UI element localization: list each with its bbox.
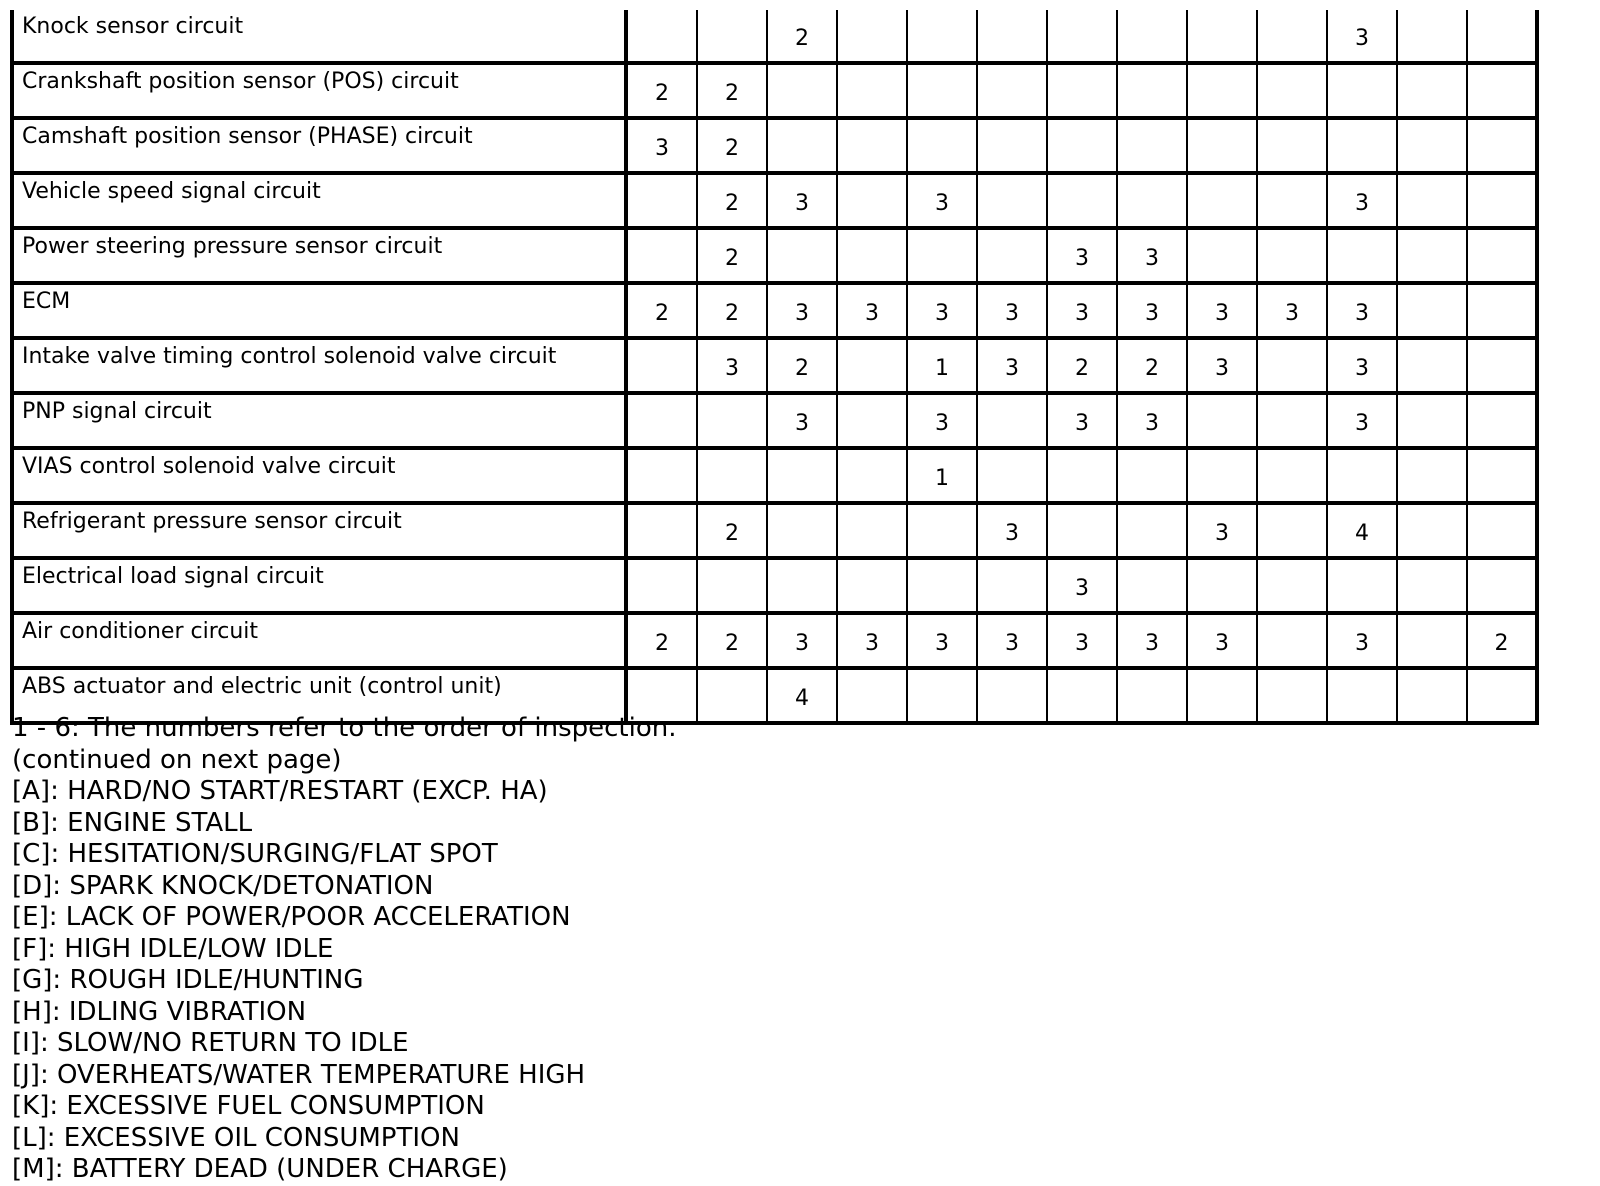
inspection-order-cell	[1327, 668, 1397, 723]
inspection-order-cell: 3	[1327, 173, 1397, 228]
inspection-order-cell: 3	[1047, 283, 1117, 338]
inspection-order-cell: 3	[1327, 10, 1397, 63]
inspection-order-cell	[1187, 668, 1257, 723]
inspection-order-cell	[977, 10, 1047, 63]
legend-item: [A]: HARD/NO START/RESTART (EXCP. HA)	[12, 776, 548, 806]
inspection-order-cell	[1257, 63, 1327, 118]
inspection-order-cell	[1467, 173, 1537, 228]
inspection-order-cell	[1327, 558, 1397, 613]
inspection-order-cell	[767, 118, 837, 173]
order-note: 1 - 6: The numbers refer to the order of inspection.	[12, 713, 677, 743]
inspection-order-cell	[626, 228, 697, 283]
inspection-table	[10, 10, 1539, 725]
inspection-order-cell	[1117, 503, 1187, 558]
inspection-order-cell	[626, 393, 697, 448]
inspection-order-cell	[907, 558, 977, 613]
inspection-order-cell: 3	[1327, 613, 1397, 668]
inspection-order-cell	[1047, 668, 1117, 723]
inspection-order-cell: 3	[1187, 338, 1257, 393]
inspection-table-body	[12, 10, 1537, 723]
inspection-order-cell	[837, 228, 907, 283]
legend-item: [G]: ROUGH IDLE/HUNTING	[12, 965, 364, 995]
inspection-order-cell: 3	[1327, 283, 1397, 338]
symptom-legend	[12, 776, 676, 1184]
table-row	[12, 613, 1537, 668]
row-label: Air conditioner circuit	[12, 613, 626, 668]
inspection-order-cell	[1397, 118, 1467, 173]
inspection-order-cell: 3	[1117, 613, 1187, 668]
legend-item: [J]: OVERHEATS/WATER TEMPERATURE HIGH	[12, 1059, 586, 1090]
inspection-order-cell: 2	[767, 10, 837, 63]
inspection-order-cell: 3	[907, 613, 977, 668]
inspection-order-cell: 3	[1047, 558, 1117, 613]
inspection-order-cell	[1257, 613, 1327, 668]
inspection-order-cell	[626, 448, 697, 503]
row-label: VIAS control solenoid valve circuit	[12, 448, 626, 503]
table-row	[12, 558, 1537, 613]
inspection-order-cell	[697, 448, 767, 503]
inspection-order-cell	[1257, 228, 1327, 283]
inspection-order-cell	[1047, 173, 1117, 228]
inspection-order-cell	[1047, 448, 1117, 503]
inspection-order-cell: 3	[767, 393, 837, 448]
table-row	[12, 10, 1537, 63]
inspection-order-cell: 4	[767, 668, 837, 723]
inspection-order-cell: 3	[837, 283, 907, 338]
inspection-order-cell	[837, 63, 907, 118]
inspection-order-cell	[1257, 448, 1327, 503]
inspection-order-cell: 3	[977, 613, 1047, 668]
inspection-order-cell	[1327, 118, 1397, 173]
inspection-order-cell	[626, 558, 697, 613]
inspection-order-cell: 2	[626, 613, 697, 668]
inspection-order-cell: 3	[1047, 393, 1117, 448]
inspection-order-cell	[1397, 338, 1467, 393]
inspection-order-cell: 2	[697, 173, 767, 228]
table-row	[12, 63, 1537, 118]
inspection-order-cell	[1117, 10, 1187, 63]
inspection-order-cell	[1397, 10, 1467, 63]
legend-item: [B]: ENGINE STALL	[12, 807, 253, 838]
inspection-order-cell	[977, 558, 1047, 613]
inspection-order-cell	[1047, 63, 1117, 118]
inspection-order-cell	[1397, 613, 1467, 668]
inspection-order-cell: 3	[907, 283, 977, 338]
inspection-order-cell	[1327, 63, 1397, 118]
row-label: Knock sensor circuit	[12, 10, 626, 63]
inspection-order-cell: 3	[1047, 613, 1117, 668]
inspection-order-cell	[1117, 118, 1187, 173]
inspection-order-cell: 3	[1117, 283, 1187, 338]
legend-item: [H]: IDLING VIBRATION	[12, 996, 307, 1027]
inspection-order-cell	[1257, 558, 1327, 613]
row-label: ABS actuator and electric unit (control unit)	[12, 668, 626, 723]
inspection-order-cell: 3	[1187, 613, 1257, 668]
inspection-order-cell: 3	[977, 338, 1047, 393]
inspection-order-cell	[697, 668, 767, 723]
inspection-order-cell	[837, 10, 907, 63]
row-label: PNP signal circuit	[12, 393, 626, 448]
inspection-order-cell	[1397, 668, 1467, 723]
inspection-order-cell	[1467, 283, 1537, 338]
table-row	[12, 228, 1537, 283]
inspection-order-cell	[1117, 448, 1187, 503]
row-label: Electrical load signal circuit	[12, 558, 626, 613]
inspection-order-cell	[977, 393, 1047, 448]
inspection-order-cell	[1467, 503, 1537, 558]
inspection-order-cell	[907, 118, 977, 173]
inspection-order-cell	[767, 63, 837, 118]
inspection-order-cell	[977, 228, 1047, 283]
inspection-order-cell	[1187, 173, 1257, 228]
inspection-order-cell: 2	[697, 503, 767, 558]
inspection-order-cell	[1397, 283, 1467, 338]
inspection-order-cell	[977, 668, 1047, 723]
inspection-order-cell: 3	[1047, 228, 1117, 283]
inspection-order-cell	[1397, 503, 1467, 558]
inspection-order-cell	[767, 503, 837, 558]
table-row	[12, 118, 1537, 173]
inspection-order-cell: 2	[697, 613, 767, 668]
inspection-order-cell	[1047, 503, 1117, 558]
inspection-order-cell: 3	[1257, 283, 1327, 338]
inspection-order-cell	[907, 668, 977, 723]
row-label: Power steering pressure sensor circuit	[12, 228, 626, 283]
row-label: Camshaft position sensor (PHASE) circuit	[12, 118, 626, 173]
inspection-order-cell	[1397, 63, 1467, 118]
inspection-order-cell	[1257, 173, 1327, 228]
inspection-order-cell	[1467, 63, 1537, 118]
inspection-order-cell: 2	[697, 283, 767, 338]
inspection-order-cell	[977, 173, 1047, 228]
inspection-order-cell	[837, 173, 907, 228]
inspection-order-cell	[1187, 228, 1257, 283]
legend-item: [L]: EXCESSIVE OIL CONSUMPTION	[12, 1122, 460, 1153]
inspection-order-cell	[626, 503, 697, 558]
inspection-order-cell	[767, 228, 837, 283]
inspection-order-cell	[626, 10, 697, 63]
inspection-order-cell: 2	[767, 338, 837, 393]
inspection-order-cell: 3	[1187, 283, 1257, 338]
inspection-order-cell: 3	[977, 503, 1047, 558]
inspection-order-cell	[1397, 393, 1467, 448]
inspection-order-cell	[1047, 118, 1117, 173]
inspection-order-cell	[1117, 173, 1187, 228]
inspection-order-cell: 3	[626, 118, 697, 173]
inspection-order-cell: 3	[907, 173, 977, 228]
inspection-order-cell	[1117, 668, 1187, 723]
inspection-order-cell	[977, 63, 1047, 118]
inspection-order-cell	[1467, 10, 1537, 63]
inspection-order-cell	[837, 448, 907, 503]
row-label: Crankshaft position sensor (POS) circuit	[12, 63, 626, 118]
table-row	[12, 338, 1537, 393]
inspection-order-cell	[767, 448, 837, 503]
inspection-order-cell: 4	[1327, 503, 1397, 558]
inspection-order-cell	[626, 173, 697, 228]
inspection-order-cell	[1187, 118, 1257, 173]
inspection-order-cell	[1397, 558, 1467, 613]
inspection-order-cell: 2	[1467, 613, 1537, 668]
row-label: ECM	[12, 283, 626, 338]
inspection-order-cell	[1397, 448, 1467, 503]
legend-item: [M]: BATTERY DEAD (UNDER CHARGE)	[12, 1154, 508, 1184]
inspection-order-cell: 1	[907, 448, 977, 503]
inspection-order-cell	[1257, 393, 1327, 448]
inspection-order-cell	[1467, 448, 1537, 503]
inspection-order-cell	[837, 338, 907, 393]
inspection-order-cell	[837, 503, 907, 558]
inspection-order-cell	[697, 393, 767, 448]
inspection-order-cell: 2	[626, 63, 697, 118]
inspection-order-cell: 1	[907, 338, 977, 393]
inspection-order-cell: 3	[1117, 393, 1187, 448]
row-label: Refrigerant pressure sensor circuit	[12, 503, 626, 558]
inspection-order-cell: 3	[837, 613, 907, 668]
inspection-order-cell	[977, 448, 1047, 503]
inspection-order-cell	[1397, 173, 1467, 228]
table-row	[12, 393, 1537, 448]
inspection-order-cell	[1467, 393, 1537, 448]
row-label: Vehicle speed signal circuit	[12, 173, 626, 228]
inspection-order-cell	[767, 558, 837, 613]
legend-item: [F]: HIGH IDLE/LOW IDLE	[12, 933, 334, 964]
inspection-order-cell	[907, 63, 977, 118]
inspection-order-cell	[837, 668, 907, 723]
inspection-order-cell: 2	[626, 283, 697, 338]
inspection-order-cell	[1257, 338, 1327, 393]
inspection-order-cell	[1467, 338, 1537, 393]
inspection-order-cell	[1467, 558, 1537, 613]
table-row	[12, 448, 1537, 503]
inspection-order-cell	[1327, 448, 1397, 503]
continued-note: (continued on next page)	[12, 744, 342, 775]
inspection-order-cell	[837, 393, 907, 448]
inspection-order-cell: 3	[767, 613, 837, 668]
table-row	[12, 173, 1537, 228]
inspection-order-cell: 3	[1327, 338, 1397, 393]
inspection-order-cell	[1327, 228, 1397, 283]
legend-item: [D]: SPARK KNOCK/DETONATION	[12, 870, 434, 901]
inspection-order-cell	[1187, 558, 1257, 613]
inspection-order-cell	[1397, 228, 1467, 283]
inspection-order-cell	[1257, 118, 1327, 173]
inspection-order-cell: 2	[697, 63, 767, 118]
inspection-order-cell	[907, 10, 977, 63]
inspection-order-cell	[1117, 63, 1187, 118]
inspection-order-cell	[1467, 118, 1537, 173]
inspection-order-cell: 3	[1117, 228, 1187, 283]
inspection-order-cell	[837, 118, 907, 173]
row-label: Intake valve timing control solenoid valve circuit	[12, 338, 626, 393]
notes-section	[12, 713, 677, 1184]
inspection-order-cell	[907, 228, 977, 283]
inspection-order-cell	[1187, 448, 1257, 503]
inspection-order-cell	[1047, 10, 1117, 63]
inspection-order-cell: 3	[767, 283, 837, 338]
inspection-order-cell: 3	[977, 283, 1047, 338]
inspection-order-cell	[1187, 10, 1257, 63]
inspection-order-cell	[697, 10, 767, 63]
legend-item: [I]: SLOW/NO RETURN TO IDLE	[12, 1028, 409, 1058]
inspection-order-cell: 2	[697, 118, 767, 173]
inspection-order-cell	[977, 118, 1047, 173]
inspection-order-cell: 3	[907, 393, 977, 448]
inspection-order-cell: 3	[1327, 393, 1397, 448]
inspection-order-cell	[1467, 668, 1537, 723]
inspection-order-cell: 2	[697, 228, 767, 283]
inspection-order-cell	[1117, 558, 1187, 613]
inspection-order-cell	[1187, 393, 1257, 448]
inspection-order-cell	[697, 558, 767, 613]
inspection-order-cell	[837, 558, 907, 613]
inspection-order-cell	[1467, 228, 1537, 283]
table-row	[12, 283, 1537, 338]
inspection-order-cell: 3	[697, 338, 767, 393]
inspection-order-cell	[1257, 668, 1327, 723]
inspection-order-cell: 2	[1117, 338, 1187, 393]
legend-item: [E]: LACK OF POWER/POOR ACCELERATION	[12, 902, 571, 932]
inspection-order-cell: 2	[1047, 338, 1117, 393]
table-row	[12, 503, 1537, 558]
inspection-order-cell	[1257, 10, 1327, 63]
inspection-order-cell	[1187, 63, 1257, 118]
inspection-order-cell: 3	[767, 173, 837, 228]
inspection-order-cell	[626, 338, 697, 393]
legend-item: [C]: HESITATION/SURGING/FLAT SPOT	[12, 839, 498, 869]
inspection-order-cell: 3	[1187, 503, 1257, 558]
legend-item: [K]: EXCESSIVE FUEL CONSUMPTION	[12, 1091, 485, 1121]
inspection-order-cell	[907, 503, 977, 558]
inspection-order-cell	[1257, 503, 1327, 558]
